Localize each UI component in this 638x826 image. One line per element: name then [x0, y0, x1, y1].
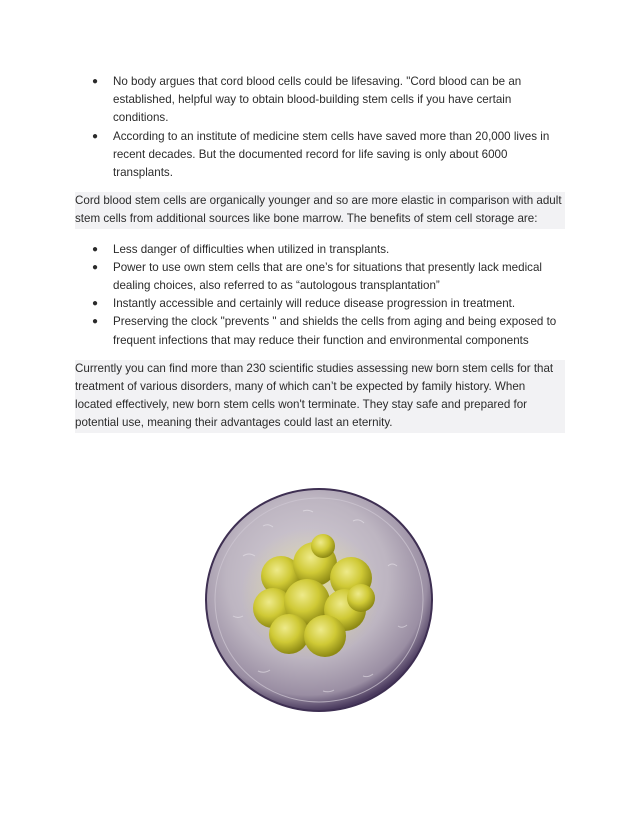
- list-item-text: Preserving the clock "prevents " and shields the cells from aging and being exposed to frequent infections that may reduce their function and environmental components: [113, 315, 557, 347]
- bullet-list-benefits-evidence: [75, 73, 565, 182]
- stem-cell-image: [203, 486, 435, 714]
- list-item: [75, 313, 565, 349]
- document-body: [75, 73, 565, 433]
- bullet-icon: ●: [92, 316, 99, 328]
- list-item-text: No body argues that cord blood cells could be lifesaving. "Cord blood can be an established, helpful way to obtain blood-building stem cells if you have certain conditions.: [113, 75, 522, 125]
- bullet-icon: ●: [92, 243, 99, 255]
- list-item-text: Power to use own stem cells that are one’s for situations that presently lack medical dealing choices, also referred to as “autologous transplantation”: [113, 260, 542, 293]
- list-item: [75, 259, 565, 295]
- list-item-text: Instantly accessible and certainly will reduce disease progression in treatment.: [113, 297, 516, 311]
- bullet-icon: ●: [92, 76, 99, 87]
- list-item-text: Less danger of difficulties when utilized in transplants.: [113, 242, 390, 256]
- stem-cell-illustration: [203, 486, 435, 714]
- list-item: [75, 128, 565, 183]
- list-item: [75, 295, 565, 313]
- paragraph-benefits-intro: Cord blood stem cells are organically younger and so are more elastic in comparison with adult stem cells from additional sources like bone marrow. The benefits of stem cell storage are:: [75, 192, 565, 228]
- bullet-icon: ●: [92, 261, 99, 273]
- list-item: [75, 241, 565, 259]
- bullet-list-storage-benefits: [75, 241, 565, 350]
- list-item: [75, 73, 565, 128]
- bullet-icon: ●: [92, 298, 99, 310]
- bullet-icon: ●: [92, 130, 99, 142]
- list-item-text: According to an institute of medicine stem cells have saved more than 20,000 lives in recent decades. But the documented record for life saving is only about 6000 transplants.: [113, 129, 550, 180]
- paragraph-studies: Currently you can find more than 230 scientific studies assessing new born stem cells for that treatment of various disorders, many of which can’t be expected by family history. When located effectively, new born stem cells won't terminate. They stay safe and prepared for potential use, meaning their advantages could last an eternity.: [75, 360, 565, 433]
